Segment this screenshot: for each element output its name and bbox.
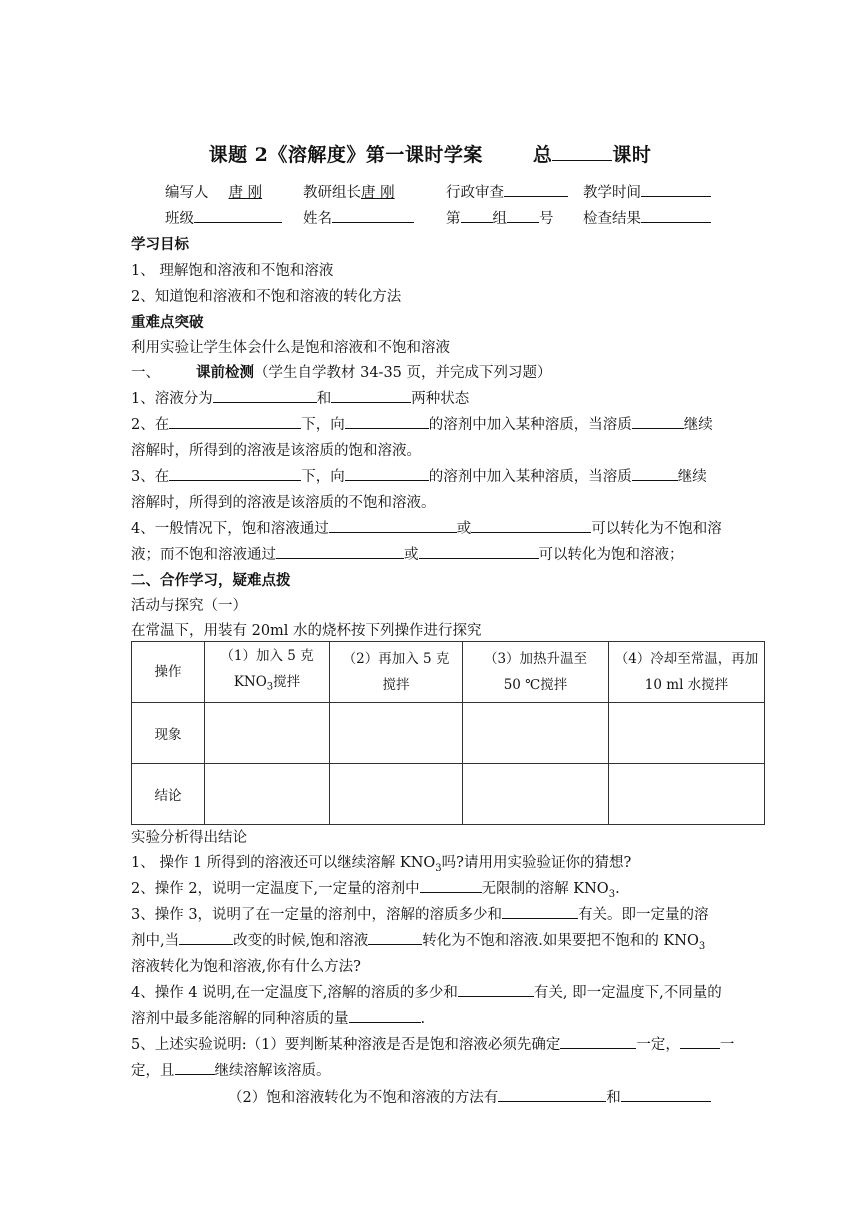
coop-heading: 二、合作学习，疑难点拨: [131, 572, 291, 589]
a3-text-a: 3、操作 3，说明了在一定量的溶剂中，溶解的溶质多少和: [131, 907, 503, 923]
q3-blank-3[interactable]: [632, 465, 678, 481]
question-1: [131, 387, 469, 408]
a3-text-e: 转化为不饱和溶液.如果要把不饱和的 KNO: [422, 933, 699, 949]
q1-blank-2[interactable]: [331, 387, 411, 403]
q3-blank-1[interactable]: [169, 465, 301, 481]
op-4-cell: [609, 642, 765, 703]
q4-text-f: 可以转化为饱和溶液；: [538, 547, 684, 563]
class-label: 班级: [165, 211, 194, 227]
analysis-1: [131, 851, 631, 874]
group-leader-name: 唐 刚: [361, 185, 395, 201]
col-operation-label: 操作: [154, 664, 182, 680]
q2-blank-1[interactable]: [169, 413, 301, 429]
group-blank[interactable]: [461, 207, 493, 223]
phenomenon-cell-1[interactable]: [205, 703, 330, 764]
phenomenon-cell-3[interactable]: [463, 703, 609, 764]
table-header-row: [132, 642, 765, 703]
a3-sub: 3: [698, 940, 706, 952]
conclusion-cell-3[interactable]: [463, 764, 609, 825]
goal-item-1: 1、 理解饱和溶液和不饱和溶液: [131, 263, 334, 279]
table-row-conclusion: [132, 764, 765, 825]
a4-text-a: 4、操作 4 说明,在一定温度下,溶解的溶质的多少和: [131, 985, 458, 1001]
q1-text-c: 两种状态: [411, 391, 470, 407]
op-2-line-2: 搅拌: [382, 677, 410, 693]
activity-heading: 活动与探究（一）: [131, 598, 247, 614]
q2-text-d: 继续: [683, 417, 713, 433]
name-label: 姓名: [303, 211, 332, 227]
group-prefix: 第: [446, 211, 461, 227]
q3-text-c: 的溶剂中加入某种溶质，当溶质: [428, 469, 632, 485]
q3-text-d: 继续: [677, 469, 707, 485]
analysis-5-part-2: [228, 1086, 711, 1107]
a4-text-c: 溶剂中最多能溶解的同种溶质的量: [131, 1011, 349, 1027]
op-2-line-1: （2）再加入 5 克: [342, 651, 450, 667]
a1-text-a: 1、 操作 1 所得到的溶液还可以继续溶解 KNO: [131, 855, 436, 871]
total-blank[interactable]: [552, 145, 612, 161]
q2-text-b: 下，向: [301, 417, 345, 433]
question-3: [131, 465, 707, 486]
a3-blank-2[interactable]: [179, 929, 233, 945]
analysis-5-cont: [131, 1059, 331, 1080]
a3-text-c: 剂中,当: [131, 933, 180, 949]
group-label: 组: [492, 211, 507, 227]
op-3-line-2: 50 ℃搅拌: [503, 677, 568, 693]
analysis-3-cont: [131, 929, 705, 952]
q4-blank-3[interactable]: [276, 543, 404, 559]
question-3-cont: 溶解时，所得到的溶液是该溶质的不饱和溶液。: [131, 495, 436, 511]
class-field: [165, 207, 282, 228]
question-2-cont: 溶解时，所得到的溶液是该溶质的饱和溶液。: [131, 443, 421, 459]
analysis-3-cont-2: 溶液转化为饱和溶液,你有什么方法?: [131, 959, 361, 975]
a2-text-c: .: [615, 881, 620, 897]
a3-blank-1[interactable]: [502, 903, 578, 919]
difficulty-heading: 重难点突破: [131, 314, 204, 331]
goals-heading: 学习目标: [131, 236, 189, 253]
op-1-line-1: （1）加入 5 克: [220, 648, 314, 665]
row-phenomenon-label: 现象: [132, 703, 205, 764]
q1-text-b: 和: [316, 391, 332, 407]
a2-text-b: 无限制的溶解 KNO: [481, 881, 609, 897]
number-label: 号: [539, 211, 554, 227]
operations-table: [131, 641, 765, 825]
op-1-stir: 搅拌: [273, 674, 301, 691]
q4-text-a: 4、一般情况下，饱和溶液通过: [131, 521, 329, 537]
a5-text-a: 5、上述实验说明:（1）要判断某种溶液是否是饱和溶液必须先确定: [131, 1037, 561, 1053]
q2-blank-3[interactable]: [632, 413, 684, 429]
op-3-cell: [463, 642, 609, 703]
q2-text-a: 2、在: [131, 417, 170, 433]
row-conclusion-label: 结论: [132, 764, 205, 825]
group-number-field: [446, 207, 554, 228]
q4-blank-2[interactable]: [471, 517, 591, 533]
a5-blank-3[interactable]: [175, 1059, 215, 1075]
analysis-4-cont: [131, 1007, 425, 1028]
a3-blank-3[interactable]: [368, 929, 422, 945]
writer-name: 唐 刚: [228, 185, 263, 201]
class-blank[interactable]: [194, 207, 282, 223]
admin-review: [446, 181, 568, 202]
a5-text-d: 定，且: [131, 1063, 175, 1079]
q4-text-c: 可以转化为不饱和溶: [591, 521, 722, 537]
question-4: [131, 517, 722, 538]
a4-blank-1[interactable]: [458, 981, 534, 997]
a5-text-g: 和: [606, 1090, 621, 1106]
a5-blank-2[interactable]: [680, 1033, 720, 1049]
q4-text-b: 或: [456, 521, 472, 537]
name-blank[interactable]: [332, 207, 414, 223]
q4-blank-1[interactable]: [329, 517, 457, 533]
a4-text-b: 有关, 即一定温度下,不同量的: [533, 985, 722, 1001]
op-3-line-1: （3）加热升温至: [483, 651, 588, 667]
question-4-cont: [131, 543, 684, 564]
conclusion-cell-2[interactable]: [330, 764, 463, 825]
analysis-3: [131, 903, 709, 924]
analysis-4: [131, 981, 722, 1002]
q4-text-d: 液；而不饱和溶液通过: [131, 547, 276, 563]
col-operation: [132, 642, 205, 703]
a3-text-b: 有关。即一定量的溶: [578, 907, 709, 923]
a4-blank-2[interactable]: [349, 1007, 421, 1023]
page-title: [0, 140, 860, 167]
total-label: 总: [532, 144, 553, 166]
a5-text-b: 一定，: [636, 1037, 680, 1053]
number-blank[interactable]: [507, 207, 539, 223]
a1-sub: 3: [435, 862, 442, 874]
q3-text-a: 3、在: [131, 469, 170, 485]
q2-blank-2[interactable]: [345, 413, 429, 429]
q1-blank-1[interactable]: [213, 387, 317, 403]
a5-blank-5[interactable]: [621, 1086, 711, 1102]
analysis-heading: 实验分析得出结论: [131, 830, 247, 846]
op-1-kno: KNO: [233, 674, 267, 691]
a1-text-b: 吗?请用用实验验证你的猜想?: [441, 855, 632, 871]
a2-sub: 3: [608, 888, 616, 900]
a3-text-d: 改变的时候,饱和溶液: [233, 933, 369, 949]
analysis-5: [131, 1033, 734, 1054]
q3-text-b: 下，向: [301, 469, 345, 485]
a5-text-c: 一: [719, 1037, 735, 1053]
conclusion-cell-1[interactable]: [205, 764, 330, 825]
a2-text-a: 2、操作 2，说明一定温度下,一定量的溶剂中: [131, 881, 420, 897]
admin-blank[interactable]: [504, 181, 568, 197]
conclusion-cell-4[interactable]: [609, 764, 765, 825]
op-2-cell: [330, 642, 463, 703]
analysis-2: [131, 877, 620, 900]
op-1-cell: [205, 642, 330, 703]
title-text: 课题 2《溶解度》第一课时学案: [208, 144, 483, 166]
a5-blank-4[interactable]: [498, 1086, 606, 1102]
precheck-title: 课前检测: [196, 364, 254, 381]
q1-text-a: 1、溶液分为: [131, 391, 213, 407]
q4-text-e: 或: [404, 547, 419, 563]
teach-time-blank[interactable]: [641, 181, 711, 197]
lesson-label: 课时: [612, 144, 652, 166]
writer-label: 编写人: [165, 185, 209, 201]
admin-label: 行政审查: [446, 185, 504, 201]
table-row-phenomenon: [132, 703, 765, 764]
a5-text-e: 继续溶解该溶质。: [214, 1063, 331, 1079]
q3-blank-2[interactable]: [345, 465, 429, 481]
precheck-note: （学生自学教材 34-35 页，并完成下列习题）: [254, 365, 552, 381]
phenomenon-cell-4[interactable]: [609, 703, 765, 764]
teach-time: [583, 181, 711, 202]
q4-blank-4[interactable]: [419, 543, 539, 559]
precheck-num: 一、: [131, 365, 160, 381]
a2-blank[interactable]: [420, 877, 482, 893]
q2-text-c: 的溶剂中加入某种溶质，当溶质: [428, 417, 632, 433]
activity-intro: 在常温下，用装有 20ml 水的烧杯按下列操作进行探究: [131, 623, 482, 639]
a5-text-f: （2）饱和溶液转化为不饱和溶液的方法有: [228, 1090, 499, 1106]
check-blank[interactable]: [641, 207, 711, 223]
a5-blank-1[interactable]: [560, 1033, 636, 1049]
question-2: [131, 413, 713, 434]
phenomenon-cell-2[interactable]: [330, 703, 463, 764]
group-leader-label: 教研组长: [303, 185, 361, 201]
group-leader: [303, 181, 401, 202]
header-row-1: [165, 181, 266, 202]
precheck-heading: [131, 361, 552, 382]
a4-text-d: .: [420, 1011, 426, 1027]
op-4-line-2: 10 ml 水搅拌: [644, 677, 729, 693]
op-4-line-1: （4）冷却至常温，再加: [614, 651, 759, 667]
teach-time-label: 教学时间: [583, 185, 641, 201]
check-result: [583, 207, 711, 228]
difficulty-text: 利用实验让学生体会什么是饱和溶液和不饱和溶液: [131, 340, 450, 356]
name-field: [303, 207, 414, 228]
op-1-sub: 3: [266, 681, 274, 693]
check-label: 检查结果: [583, 211, 641, 227]
goal-item-2: 2、知道饱和溶液和不饱和溶液的转化方法: [131, 289, 402, 305]
